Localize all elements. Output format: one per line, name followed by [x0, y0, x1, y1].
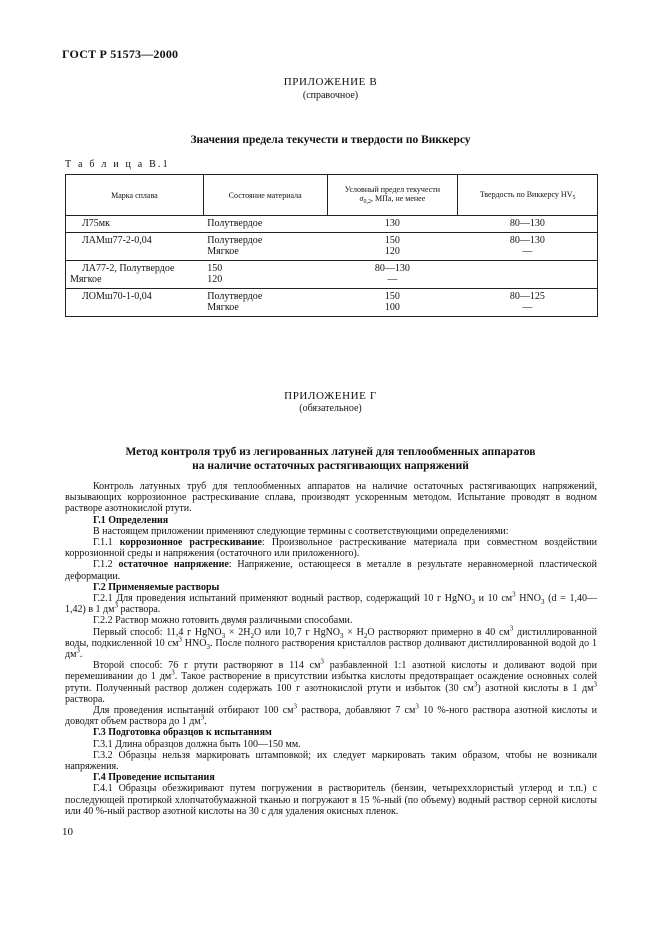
cell-yield: 150 120 — [327, 233, 458, 261]
yield-hardness-table — [65, 174, 598, 317]
clause-g32: Г.3.2 Образцы нельзя маркировать штамповкой; их следует маркировать таким образом, чтобы не возникали напряжения. — [65, 749, 597, 773]
section-g3-heading: Г.3 Подготовка образцов к испытаниям — [93, 727, 272, 739]
document-header: ГОСТ Р 51573—2000 — [62, 47, 179, 61]
section-g1-text: В настоящем приложении применяют следующие термины с соответствующими определениями: — [93, 525, 509, 537]
appendix-g-title: ПРИЛОЖЕНИЕ Г — [284, 390, 377, 402]
cell-alloy: ЛОМш70-1-0,04 — [66, 289, 204, 317]
col-header-state: Состояние материала — [203, 175, 327, 216]
col-header-alloy: Марка сплава — [66, 175, 204, 216]
cell-alloy: Л75мк — [66, 216, 204, 233]
cell-hardness — [458, 261, 598, 289]
col-header-hardness: Твердость по Виккерсу $HV_5$ — [458, 175, 598, 216]
cell-yield: 130 — [327, 216, 458, 233]
cell-alloy: ЛА77-2, Полутвердое Мягкое — [66, 261, 204, 289]
clause-g41: Г.4.1 Образцы обезжиривают путем погружения в растворитель (бензин, четыреххлористый углерод и т.п.) с последующей протиркой хлопчатобумажной тканью и погружают в 15 %-ный (по объему) водный раствор серной кислоты или 40 %-ный раствор азотной кислоты на 30 с для удаления окисных пленок. — [65, 783, 597, 817]
clause-g12: Г.1.2 остаточное напряжение: Напряжение, остающееся в металле в результате неравномерной пластической деформации. — [65, 559, 598, 582]
section-g2-heading: Г.2 Применяемые растворы — [93, 581, 220, 593]
table-row — [66, 216, 598, 233]
cell-yield: 150 100 — [327, 289, 458, 317]
clause-g21: Г.2.1 Для проведения испытаний применяют водный раствор, содержащий 10 г HgNO$_3$ и 10 $см^3$ $HNO_3$ (d = 1,40—1,42) в 1 $дм^3$ раствора. — [65, 590, 597, 616]
cell-state: Полутвердое Мягкое — [203, 233, 327, 261]
clause-g22: Г.2.2 Раствор можно готовить двумя различными способами. — [93, 615, 353, 627]
cell-hardness: 80—130 — — [458, 233, 598, 261]
table-row — [66, 289, 598, 317]
cell-state: 150 120 — [203, 261, 327, 289]
cell-state: Полутвердое Мягкое — [203, 289, 327, 317]
appendix-b-subtitle: (справочное) — [302, 90, 359, 101]
appendix-g-heading-line1: Метод контроля труб из легированных латуней для теплообменных аппаратов — [125, 446, 536, 458]
cell-alloy: ЛАМш77-2-0,04 — [66, 233, 204, 261]
table-row — [66, 261, 598, 289]
appendix-g-heading-line2: на наличие остаточных растягивающих напряжений — [192, 460, 469, 472]
appendix-b-title: ПРИЛОЖЕНИЕ В — [283, 76, 378, 88]
page-number: 10 — [62, 826, 73, 838]
intro-paragraph: Контроль латунных труб для теплообменных аппаратов на наличие остаточных растягивающих напряжений, вызывающих коррозионное растрескивание сплава, производят ускоренным методом. Испытание проводят в водном растворе азотнокислой ртути. — [65, 481, 597, 515]
clause-g31: Г.3.1 Длина образцов должна быть 100—150 мм. — [93, 738, 301, 750]
table-caption: Т а б л и ц а В.1 — [65, 159, 170, 170]
cell-hardness: 80—125 — — [458, 289, 598, 317]
test-solution: Для проведения испытаний отбирают 100 $см^3$ раствора, добавляют 7 $см^3$ 10 %-ного раствора азотной кислоты и доводят объем раствора до 1 $дм^3$. — [65, 702, 598, 728]
section-g1-heading: Г.1 Определения — [93, 514, 169, 526]
col-header-yield: Условный предел текучести $\sigma_{0,2}$, МПа, не менее — [327, 175, 458, 216]
clause-g11: Г.1.1 коррозионное растрескивание: Произвольное растрескивание материала при совместном воздействии коррозионной среды и напряжения (остаточного или приложенного). — [65, 537, 597, 560]
table-row — [66, 233, 598, 261]
appendix-g-body — [65, 481, 597, 817]
cell-state: Полутвердое — [203, 216, 327, 233]
appendix-g-subtitle: (обязательное) — [299, 403, 362, 414]
table-header-row — [66, 175, 598, 216]
cell-yield: 80—130 — — [327, 261, 458, 289]
method-second: Второй способ: 76 г ртути растворяют в 114 $см^3$ разбавленной 1:1 азотной кислоты и доливают водой при перемешивании до 1 $дм^3$. Такое растворение в присутствии избытка кислоты предотвращает осаждение основных солей ртути. Полученный раствор должен содержать 100 г азотнокислой ртути и избыток (30 $см^3$) азотной кислоты в 1 $дм^3$ раствора. — [65, 657, 598, 705]
section-g4-heading: Г.4 Проведение испытания — [93, 772, 215, 784]
cell-hardness: 80—130 — [458, 216, 598, 233]
appendix-b-heading: Значения предела текучести и твердости по Виккерсу — [190, 134, 471, 146]
method-first: Первый способ: 11,4 г HgNO$_3$ × $2H_2O$ или 10,7 г HgNO$_3$ × $H_2O$ растворяют примерно в 40 $см^3$ дистиллированной воды, подкисленной 10 $см^3$ $HNO_3$. После полного растворения кристаллов раствор доливают дистиллированной водой до 1 $дм^3$. — [65, 624, 597, 661]
